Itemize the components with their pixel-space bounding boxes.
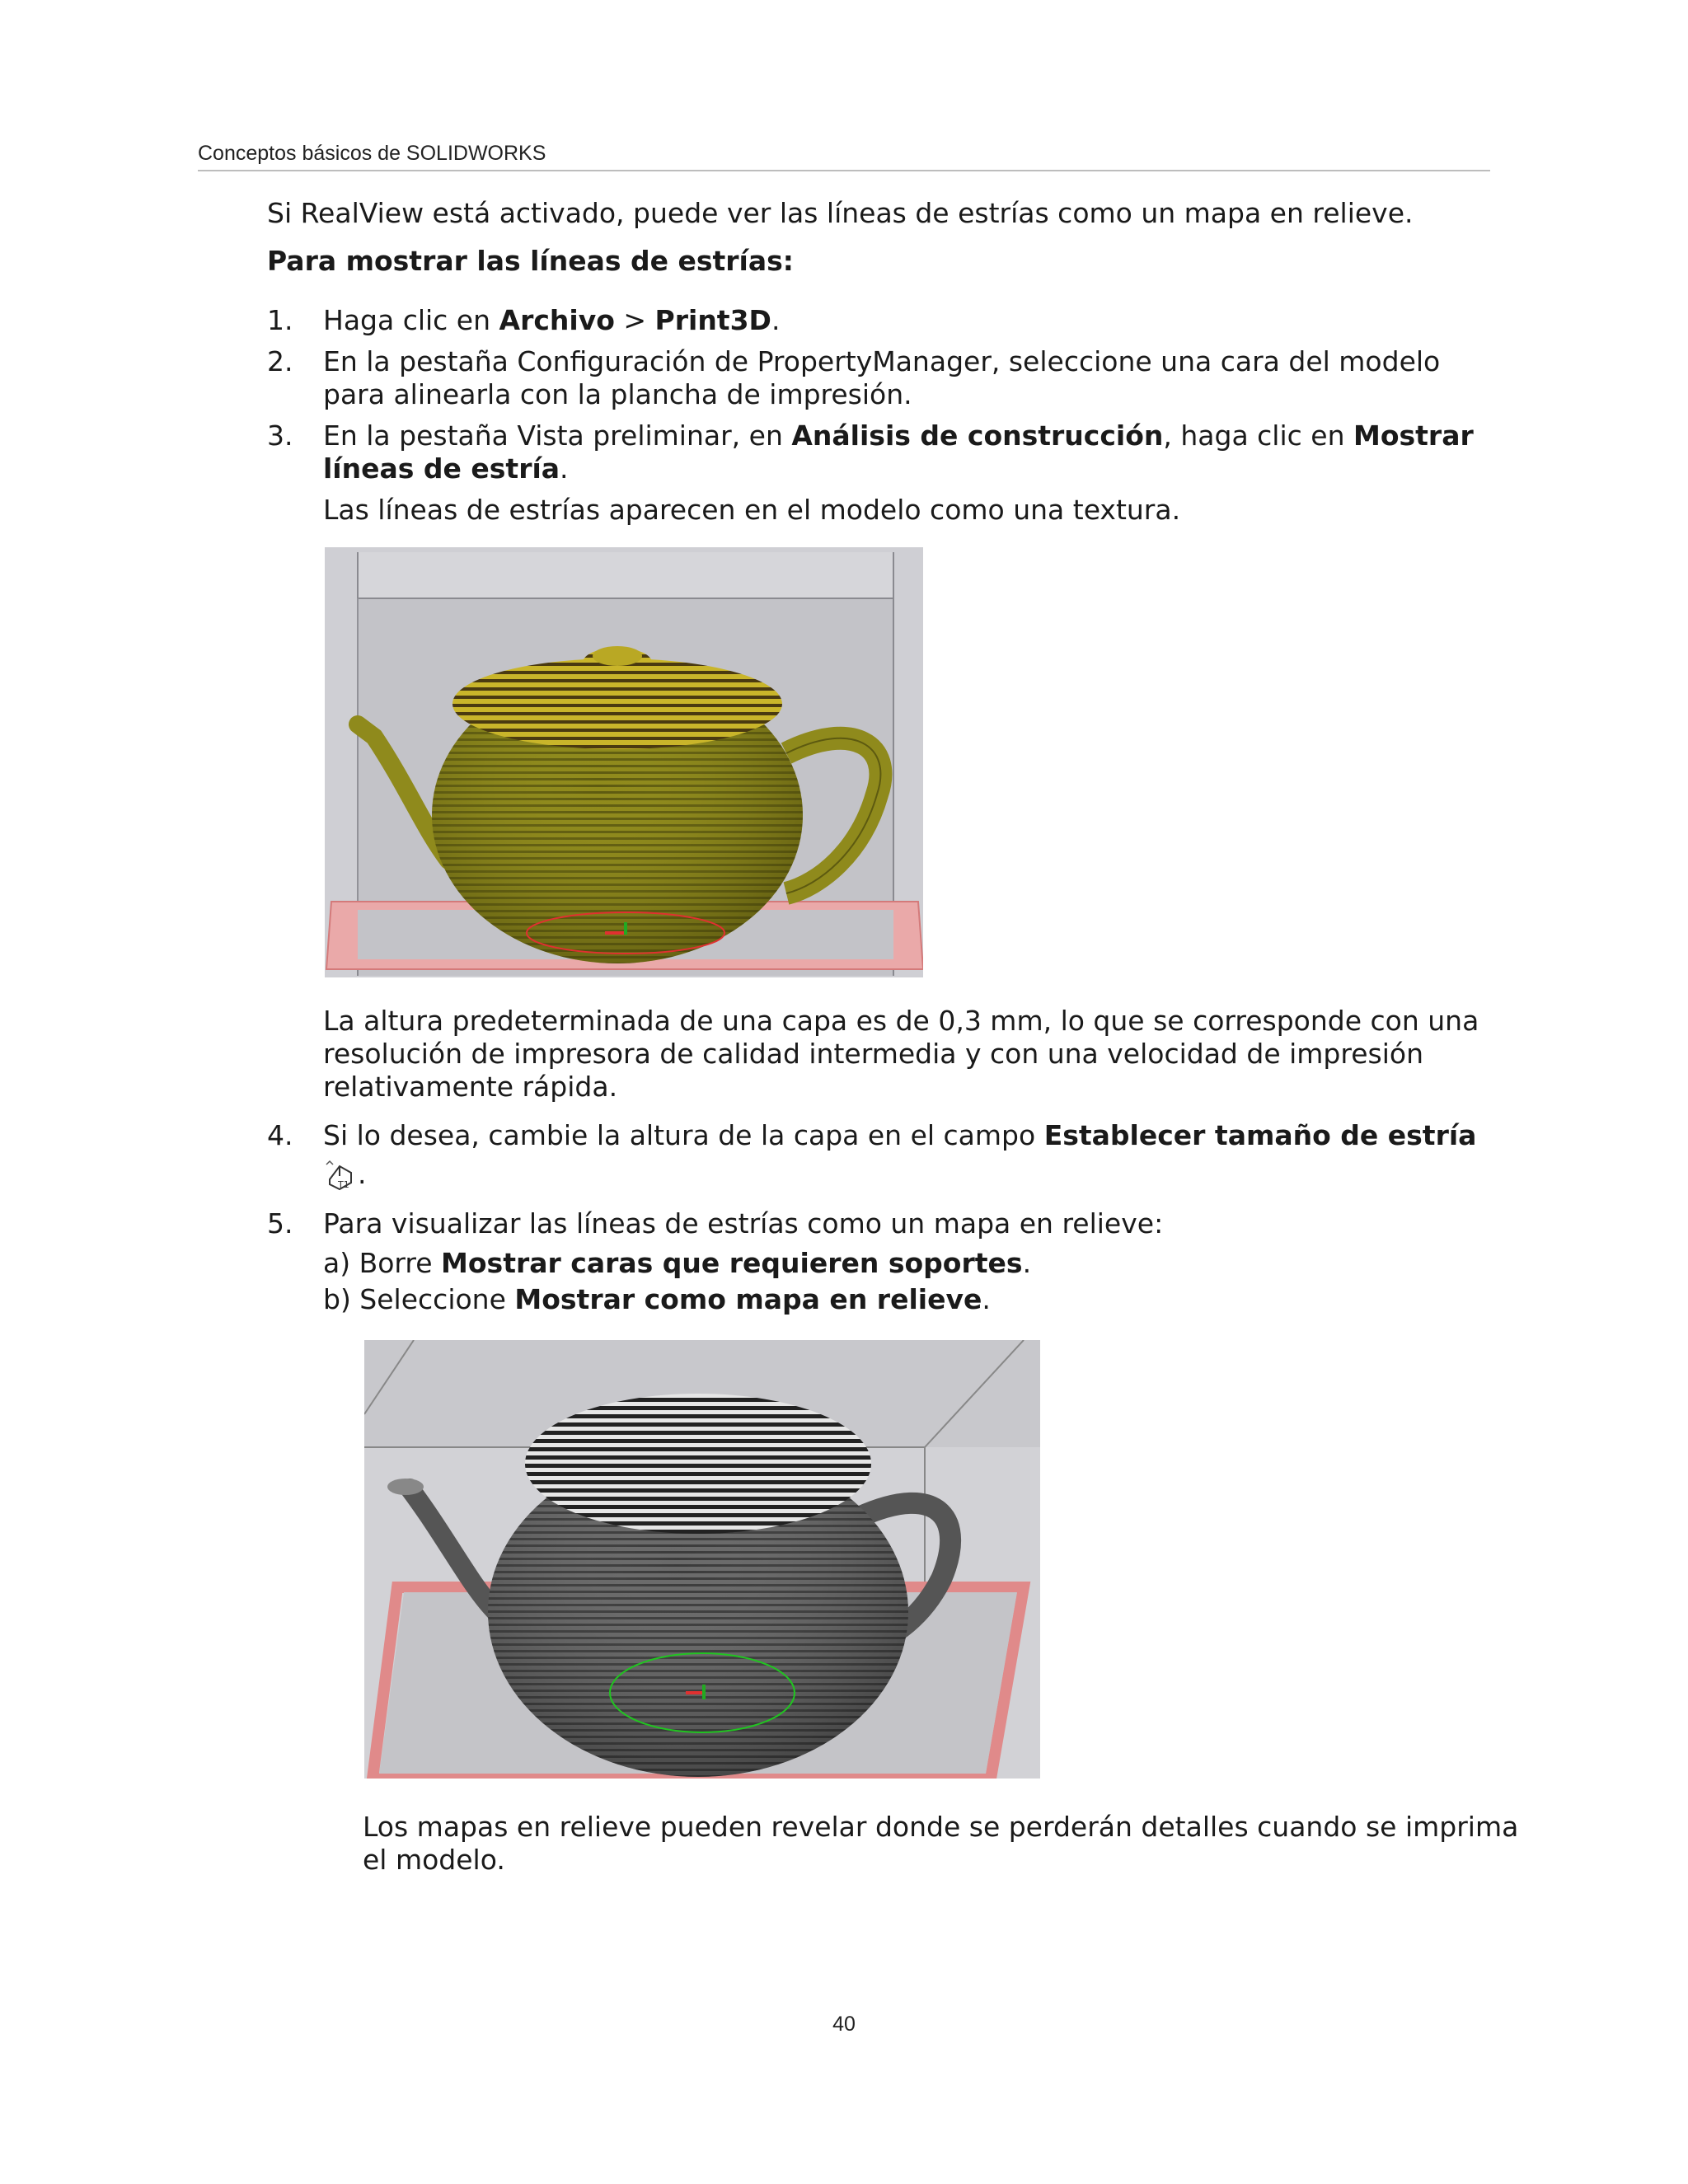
step-2-line-1: En la pestaña Configuración de PropertyManager, seleccione una cara del modelo	[323, 345, 1441, 377]
layer-note-line-1: La altura predeterminada de una capa es de 0,3 mm, lo que se corresponde con una	[323, 1005, 1479, 1037]
step-3-note: Las líneas de estrías aparecen en el modelo como una textura.	[323, 494, 1181, 526]
layer-note-line-2: resolución de impresora de calidad intermedia y con una velocidad de impresión	[323, 1038, 1423, 1070]
closing-line-1: Los mapas en relieve pueden revelar donde se perderán detalles cuando se imprima	[363, 1811, 1519, 1843]
step-5b: b) Seleccione Mostrar como mapa en relieve.	[323, 1283, 991, 1315]
show-support-faces-option: Mostrar caras que requieren soportes	[441, 1247, 1023, 1279]
layer-note-line-3: relativamente rápida.	[323, 1071, 618, 1103]
closing-line-2: el modelo.	[363, 1844, 505, 1876]
step-4-line-2: T1 .	[323, 1157, 367, 1192]
running-header: Conceptos básicos de SOLIDWORKS	[198, 142, 546, 165]
step-3-number: 3.	[267, 419, 293, 452]
step-5a: a) Borre Mostrar caras que requieren soportes.	[323, 1247, 1032, 1279]
svg-text:T1: T1	[338, 1179, 349, 1190]
menu-print3d: Print3D	[654, 304, 771, 336]
header-rule	[198, 170, 1490, 171]
step-4-line-1: Si lo desea, cambie la altura de la capa en el campo Establecer tamaño de estría	[323, 1119, 1477, 1151]
step-5-text: Para visualizar las líneas de estrías como un mapa en relieve:	[323, 1207, 1164, 1240]
step-2-number: 2.	[267, 345, 293, 377]
step-1-number: 1.	[267, 304, 293, 336]
step-2-line-2: para alinearla con la plancha de impresión.	[323, 378, 912, 410]
realview-paragraph: Si RealView está activado, puede ver las líneas de estrías como un mapa en relieve.	[267, 197, 1414, 229]
page-number: 40	[832, 2013, 856, 2036]
step-1-text: Haga clic en Archivo > Print3D.	[323, 304, 781, 336]
procedure-heading: Para mostrar las líneas de estrías:	[267, 245, 794, 277]
step-5-number: 5.	[267, 1207, 293, 1240]
teapot-striated-figure	[325, 547, 923, 977]
step-3-line-2: líneas de estría.	[323, 452, 569, 485]
slice-size-field-label: Establecer tamaño de estría	[1043, 1119, 1477, 1151]
step-4-number: 4.	[267, 1119, 293, 1151]
step-3-line-1: En la pestaña Vista preliminar, en Análisis de construcción, haga clic en Mostrar	[323, 419, 1474, 452]
show-relief-map-option: Mostrar como mapa en relieve	[514, 1283, 982, 1315]
menu-archivo: Archivo	[499, 304, 615, 336]
slice-size-icon	[323, 1160, 358, 1193]
teapot-relief-map-figure	[364, 1340, 1040, 1779]
build-analysis-label: Análisis de construcción	[791, 419, 1164, 452]
